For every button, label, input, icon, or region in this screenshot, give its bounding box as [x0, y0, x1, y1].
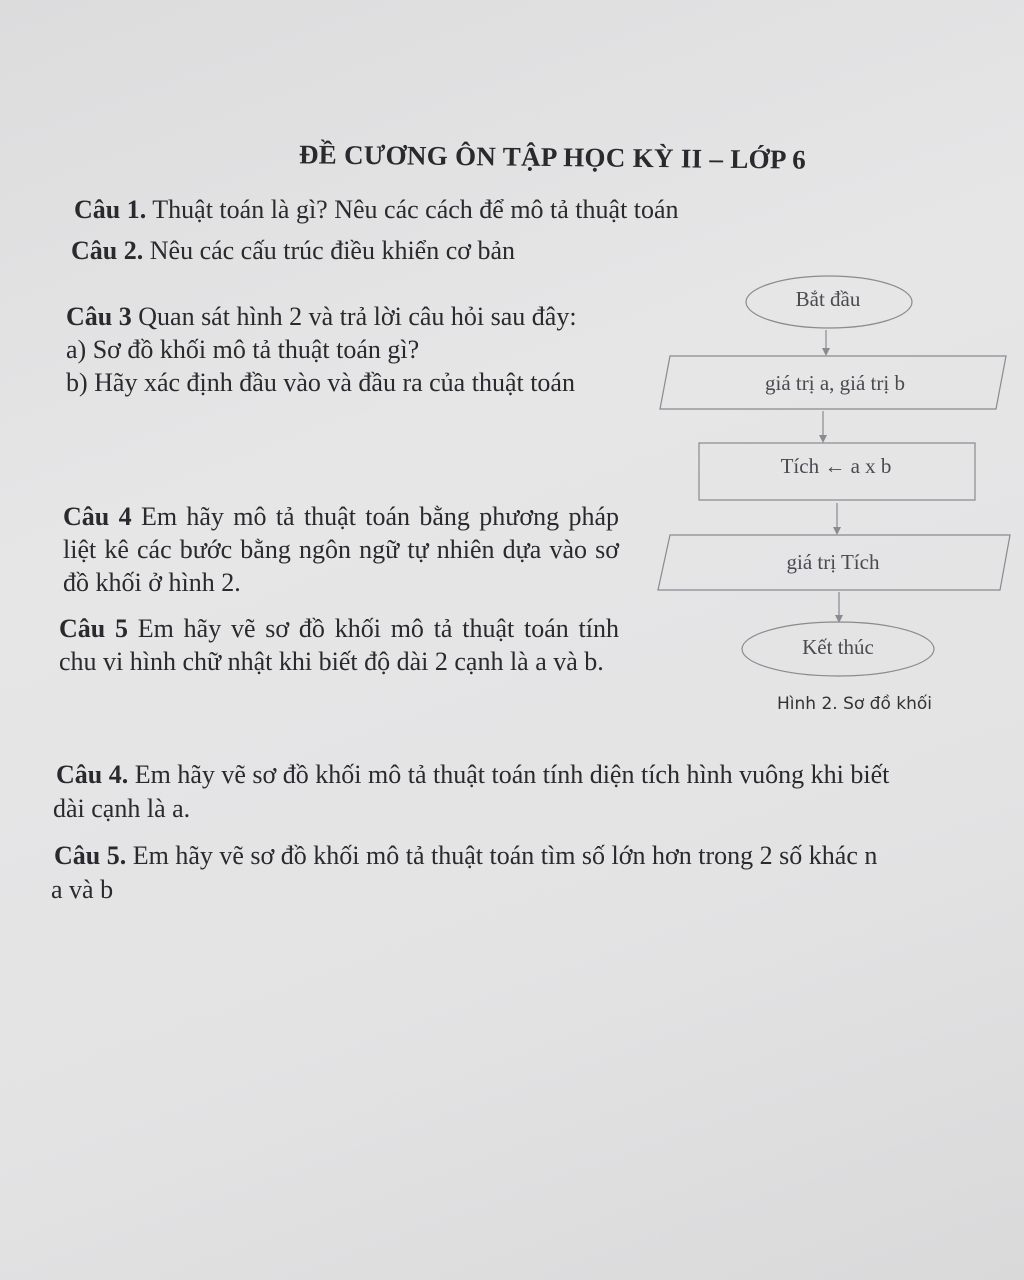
- question-2-label: Câu 2.: [71, 236, 144, 265]
- question-5-second-label: Câu 5.: [54, 841, 127, 870]
- question-3-part-b: b) Hãy xác định đầu vào và đầu ra của thuật toán: [66, 368, 575, 397]
- question-4-second-line-1: [56, 758, 889, 791]
- question-1: [74, 193, 679, 226]
- flowchart-start-label: Bắt đầu: [795, 287, 861, 311]
- page-title: ĐỀ CƯƠNG ÔN TẬP HỌC KỲ II – LỚP 6: [298, 139, 807, 175]
- question-4-second-label: Câu 4.: [56, 760, 129, 789]
- question-4-first: [63, 500, 619, 599]
- question-4-first-label: Câu 4: [63, 502, 132, 531]
- question-2: [71, 234, 515, 267]
- question-3: [66, 300, 618, 399]
- question-2-text: Nêu các cấu trúc điều khiển cơ bản: [143, 236, 516, 265]
- question-5-second-line-1: [54, 839, 877, 872]
- question-4-second-text-1: Em hãy vẽ sơ đồ khối mô tả thuật toán tính diện tích hình vuông khi biết: [128, 760, 890, 789]
- question-5-first: [59, 612, 619, 678]
- question-5-second-text-1: Em hãy vẽ sơ đồ khối mô tả thuật toán tìm số lớn hơn trong 2 số khác n: [126, 841, 878, 870]
- question-3-text: Quan sát hình 2 và trả lời câu hỏi sau đây:: [131, 302, 577, 331]
- flowchart-end-label: Kết thúc: [802, 635, 874, 659]
- question-3-part-a: a) Sơ đồ khối mô tả thuật toán gì?: [66, 335, 420, 364]
- flowchart-process-label: Tích ← a x b: [780, 454, 892, 478]
- question-4-second-text-2: dài cạnh là a.: [53, 794, 191, 823]
- question-5-first-label: Câu 5: [59, 614, 129, 643]
- figure-caption: Hình 2. Sơ đồ khối: [777, 694, 933, 714]
- question-5-first-text: Em hãy vẽ sơ đồ khối mô tả thuật toán tính chu vi hình chữ nhật khi biết độ dài 2 cạnh là a và b.: [59, 614, 619, 676]
- question-1-text: Thuật toán là gì? Nêu các cách để mô tả thuật toán: [146, 195, 679, 224]
- question-5-second-text-2: a và b: [51, 875, 114, 904]
- flowchart-input-label: giá trị a, giá trị b: [765, 371, 905, 395]
- question-3-label: Câu 3: [66, 302, 132, 331]
- flowchart-output-label: giá trị Tích: [786, 550, 880, 574]
- question-4-first-text: Em hãy mô tả thuật toán bằng phương pháp liệt kê các bước bằng ngôn ngữ tự nhiên dựa vào sơ đồ khối ở hình 2.: [63, 502, 619, 597]
- flowchart: [640, 270, 1024, 690]
- question-1-label: Câu 1.: [74, 195, 147, 224]
